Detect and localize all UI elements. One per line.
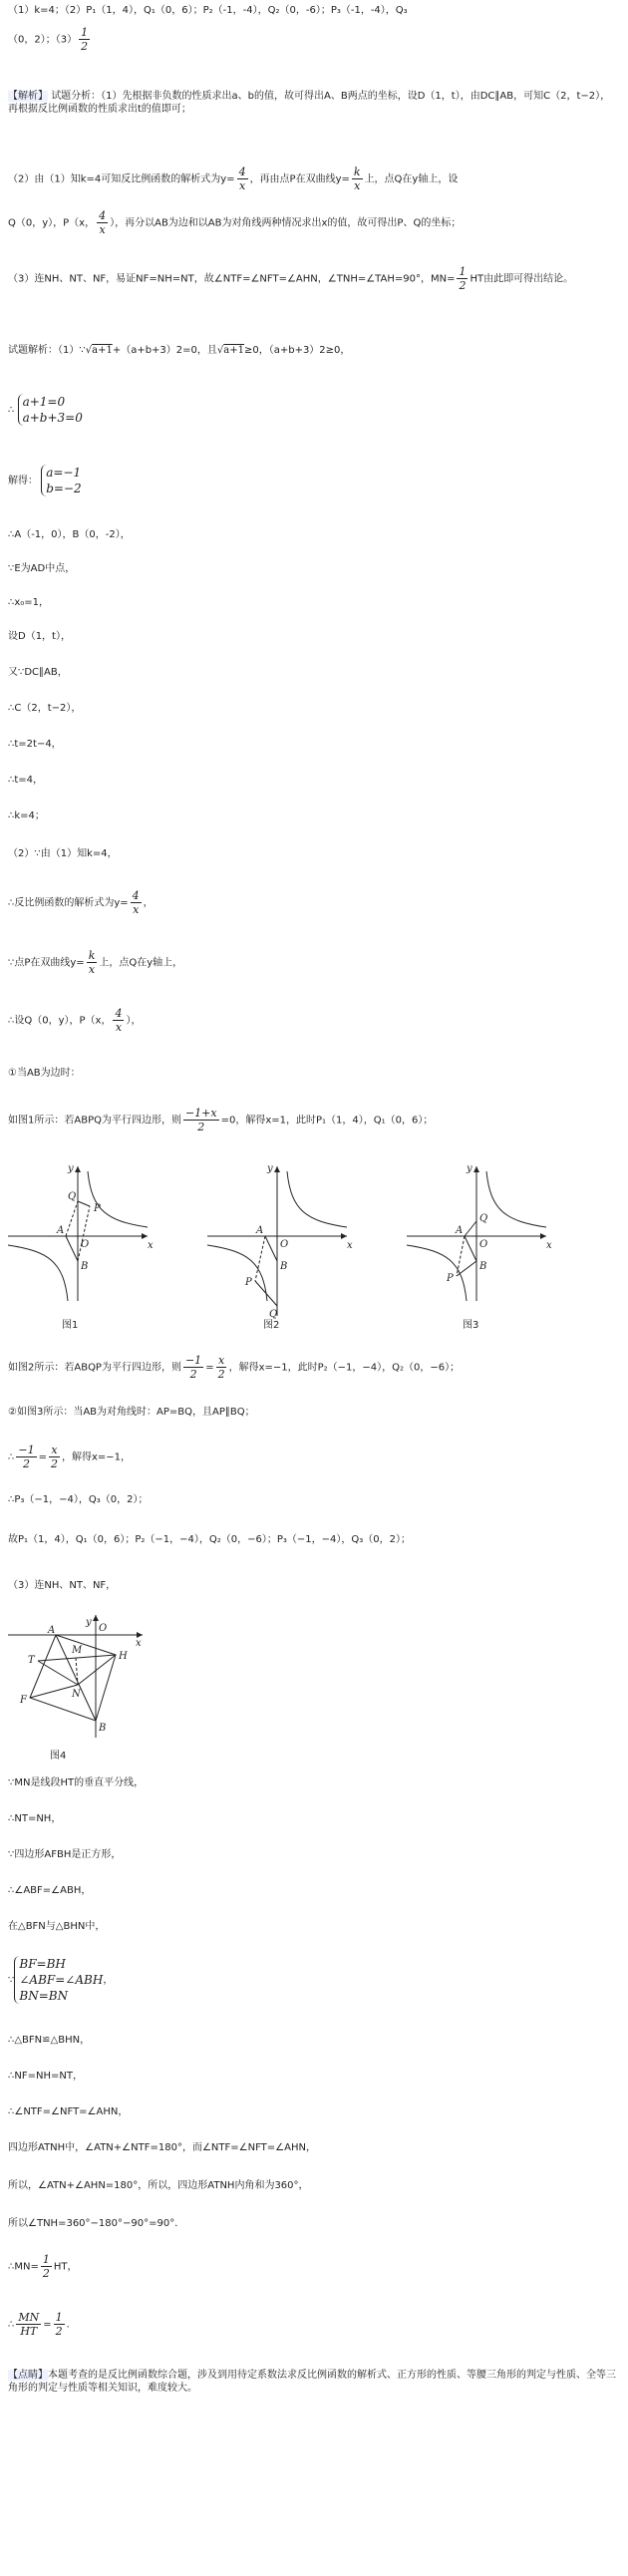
hyperbola-branch — [207, 1245, 267, 1301]
svg-text:B: B — [280, 1261, 288, 1272]
segment-ab — [265, 1236, 277, 1261]
system-3: ∵ BF=BH ∠ABF=∠ABH BN=BN ， — [8, 1957, 114, 2003]
label-p: P — [94, 1203, 101, 1214]
step-line: ∴C（2，t−2）， — [8, 703, 82, 714]
step-line: 设D（1，t）， — [8, 631, 71, 642]
step-line: （2）∵由（1）知k=4， — [8, 848, 118, 859]
svg-text:B: B — [479, 1261, 487, 1272]
label-o: O — [81, 1239, 90, 1250]
step-line: ∴NT=NH， — [8, 1813, 62, 1824]
step-line: ∴∠NTF=∠NFT=∠AHN， — [8, 2106, 129, 2117]
frac-1-over-2: $\frac{1}{2}$ — [459, 265, 467, 292]
step-line: ∴k=4； — [8, 810, 45, 821]
svg-text:A: A — [256, 1225, 264, 1236]
label-q: Q — [68, 1191, 77, 1202]
step-line: ①当AB为边时： — [8, 1068, 81, 1079]
arrow-icon — [473, 1166, 479, 1172]
svg-text:Q: Q — [269, 1309, 278, 1320]
svg-text:x: x — [136, 1638, 142, 1649]
figure-4-caption: 图4 — [50, 1751, 67, 1762]
frac-1-over-2: $\frac{1}{2}$ — [42, 2253, 50, 2280]
figure-2-caption: 图2 — [263, 1320, 280, 1331]
frac-neg1-over-2: $\frac{-1}{2}$ — [18, 1444, 35, 1470]
comment-block — [8, 2369, 618, 2395]
step-line: ∴P₃（−1，−4），Q₃（0，2）； — [8, 1494, 149, 1505]
step-line: ∴ $\frac{-1}{2}$ = $\frac{x}{2}$ ，解得x=−1， — [8, 1444, 132, 1470]
svg-text:H: H — [119, 1651, 128, 1662]
svg-text:x: x — [347, 1240, 353, 1251]
analysis-p2-line2: Q（0，y），P（x， $\frac{4}{x}$ ），再分以AB为边和以AB为对角线两种情况求出x的值，故可得出P、Q的坐标； — [8, 209, 462, 236]
step-line: ∵四边形AFBH是正方形， — [8, 1849, 122, 1860]
answer-fraction: $\frac{1}{2}$ — [81, 26, 89, 53]
step-line: 又∵DC∥AB， — [8, 667, 68, 678]
svg-text:M: M — [72, 1645, 83, 1656]
figure-1 — [8, 1161, 157, 1311]
frac-mn-over-ht: $\frac{MN}{HT}$ — [18, 2311, 40, 2338]
figure-3-caption: 图3 — [463, 1320, 479, 1331]
system-1: ∴ a+1=0 a+b+3=0 — [8, 395, 83, 425]
step-line: 在△BFN与△BHN中， — [8, 1921, 106, 1932]
segment-ab — [66, 1236, 78, 1261]
svg-text:B: B — [99, 1723, 107, 1734]
svg-text:O: O — [99, 1623, 108, 1634]
segment-nh — [78, 1655, 116, 1685]
step-line: （3）连NH、NT、NF， — [8, 1580, 117, 1591]
step-line: 如图2所示：若ABQP为平行四边形，则 $\frac{-1}{2}$ = $\frac{x}{2}$ ，解得x=−1，此时P₂（−1，−4），Q₂（0，−6）； — [8, 1354, 461, 1381]
step-line: ∴设Q（0，y），P（x， $\frac{4}{x}$ ）， — [8, 1007, 142, 1034]
frac-x-over-2: $\frac{x}{2}$ — [217, 1354, 225, 1381]
arrow-icon — [93, 1615, 99, 1621]
comment-tag: 【点睛】 — [8, 2370, 48, 2381]
step-line: ∴MN= $\frac{1}{2}$ HT， — [8, 2253, 78, 2280]
step-line: ∴t=4， — [8, 775, 44, 786]
sqrt-symbol: √a+1 — [85, 345, 113, 356]
step-line: 所以∠TNH=360°−180°−90°=90°． — [8, 2218, 185, 2229]
hyperbola-branch — [287, 1171, 347, 1227]
label-x: x — [148, 1240, 154, 1251]
svg-text:y: y — [267, 1163, 273, 1174]
frac-k-over-x: $\frac{k}{x}$ — [88, 949, 96, 976]
step-line: ∴NF=NH=NT， — [8, 2071, 83, 2082]
segment-pq — [255, 1281, 277, 1306]
segment-nf — [30, 1685, 78, 1698]
system-2: 解得： a=−1 b=−2 — [8, 466, 82, 495]
svg-text:y: y — [467, 1163, 472, 1174]
arrow-icon — [142, 1233, 148, 1239]
segment-ab — [465, 1236, 476, 1261]
frac-neg1-over-2: $\frac{-1}{2}$ — [184, 1354, 202, 1381]
segment-qa — [465, 1221, 476, 1236]
step-line: ∴△BFN≌△BHN， — [8, 2035, 91, 2046]
analysis-p1: 试题分析：（1）先根据非负数的性质求出a、b的值，故可得出A、B两点的坐标，设D（1，t），由DC∥AB，可知C（2，t−2），再根据反比例函数的性质求出t的值即可； — [8, 91, 611, 115]
step-line: ∵MN是线段HT的垂直平分线， — [8, 1777, 145, 1788]
frac-4-over-x: $\frac{4}{x}$ — [238, 165, 246, 192]
arrow-icon — [274, 1166, 280, 1172]
step-line: ∴A（-1，0），B（0，-2）， — [8, 529, 131, 540]
svg-text:T: T — [28, 1655, 35, 1666]
figure-3 — [407, 1161, 556, 1311]
segment-qp — [78, 1201, 90, 1206]
answer-line-2 — [8, 26, 92, 53]
frac-x-over-2: $\frac{x}{2}$ — [50, 1444, 58, 1470]
frac-4-over-x: $\frac{4}{x}$ — [115, 1007, 123, 1034]
segment-aq — [66, 1201, 78, 1236]
comment-text: 本题考查的是反比例函数综合题，涉及到用待定系数法求反比例函数的解析式、正方形的性质、等腰三角形的判定与性质、全等三角形的判定与性质等相关知识，难度较大。 — [8, 2370, 616, 2394]
svg-text:P: P — [245, 1277, 252, 1288]
frac-k-over-x: $\frac{k}{x}$ — [353, 165, 361, 192]
figure-4 — [8, 1613, 148, 1743]
step-line: ∵点P在双曲线y= $\frac{k}{x}$ 上，点Q在y轴上， — [8, 949, 183, 976]
step-line: ∴t=2t−4， — [8, 739, 62, 750]
svg-text:Q: Q — [479, 1213, 488, 1224]
frac-4-over-x: $\frac{4}{x}$ — [99, 209, 107, 236]
hyperbola-branch — [8, 1245, 68, 1301]
frac-neg1px-over-2: $\frac{-1+x}{2}$ — [184, 1107, 217, 1133]
frac-1-over-2: $\frac{1}{2}$ — [55, 2311, 63, 2338]
step-line: ∵E为AD中点， — [8, 563, 76, 574]
hyperbola-branch — [486, 1171, 546, 1227]
hyperbola-branch — [88, 1171, 148, 1227]
step-line: ②如图3所示：当AB为对角线时：AP=BQ，且AP∥BQ； — [8, 1407, 255, 1418]
step-line: 四边形ATNH中，∠ATN+∠NTF=180°，而∠NTF=∠NFT=∠AHN， — [8, 2142, 316, 2153]
svg-text:N: N — [72, 1689, 81, 1700]
svg-text:F: F — [20, 1695, 27, 1706]
svg-text:x: x — [546, 1240, 552, 1251]
solution-intro: 试题解析：（1）∵√a+1+（a+b+3）2=0，且√a+1≥0，（a+b+3）2≥0， — [8, 345, 351, 356]
analysis-p2-line1: （2）由（1）知k=4可知反比例函数的解析式为y= $\frac{4}{x}$ ，再由点P在双曲线y= $\frac{k}{x}$ 上，点Q在y轴上，设 — [8, 165, 459, 192]
step-line: 如图1所示：若ABPQ为平行四边形，则 $\frac{-1+x}{2}$ =0，解得x=1，此时P₁（1，4），Q₁（0，6）； — [8, 1107, 434, 1133]
svg-text:A: A — [456, 1225, 464, 1236]
analysis-block — [8, 90, 618, 116]
svg-text:P: P — [447, 1273, 454, 1284]
answer-line-1: （1）k=4；（2）P₁（1，4），Q₁（0，6）；P₂（-1，-4），Q₂（0，-6）；P₃（-1，-4），Q₃ — [8, 5, 408, 16]
svg-text:O: O — [479, 1239, 488, 1250]
answer-text: （0，2）；（3） — [8, 34, 78, 46]
step-line: 故P₁（1，4），Q₁（0，6）；P₂（−1，−4），Q₂（0，−6）；P₃（−1，−4），Q₃（0，2）； — [8, 1534, 411, 1545]
figure-2 — [207, 1161, 357, 1321]
step-line: ∴x₀=1， — [8, 597, 50, 608]
analysis-p3-line1: （3）连NH、NT、NF，易证NF=NH=NT，故∠NTF=∠NFT=∠AHN，∠TNH=∠TAH=90°，MN= $\frac{1}{2}$ HT由此即可得出结论。 — [8, 265, 574, 292]
analysis-tag: 【解析】 — [8, 91, 48, 102]
step-line: ∴∠ABF=∠ABH， — [8, 1885, 92, 1896]
figure-1-caption: 图1 — [62, 1320, 79, 1331]
svg-text:A: A — [48, 1625, 56, 1636]
label-a: A — [57, 1225, 65, 1236]
arrow-icon — [540, 1233, 546, 1239]
svg-text:O: O — [280, 1239, 289, 1250]
svg-text:y: y — [86, 1617, 92, 1628]
sqrt-symbol: √a+1 — [216, 345, 244, 356]
segment-bp — [78, 1206, 90, 1261]
step-line: ∴反比例函数的解析式为y= $\frac{4}{x}$ ， — [8, 889, 154, 916]
frac-4-over-x: $\frac{4}{x}$ — [132, 889, 140, 916]
label-b: B — [81, 1261, 89, 1272]
segment-tn — [38, 1661, 78, 1685]
arrow-icon — [341, 1233, 347, 1239]
label-y: y — [68, 1163, 74, 1174]
step-line: ∴ $\frac{MN}{HT}$ = $\frac{1}{2}$ ． — [8, 2311, 77, 2338]
arrow-icon — [75, 1166, 81, 1172]
step-line: 所以，∠ATN+∠AHN=180°，所以，四边形ATNH内角和为360°， — [8, 2180, 309, 2191]
